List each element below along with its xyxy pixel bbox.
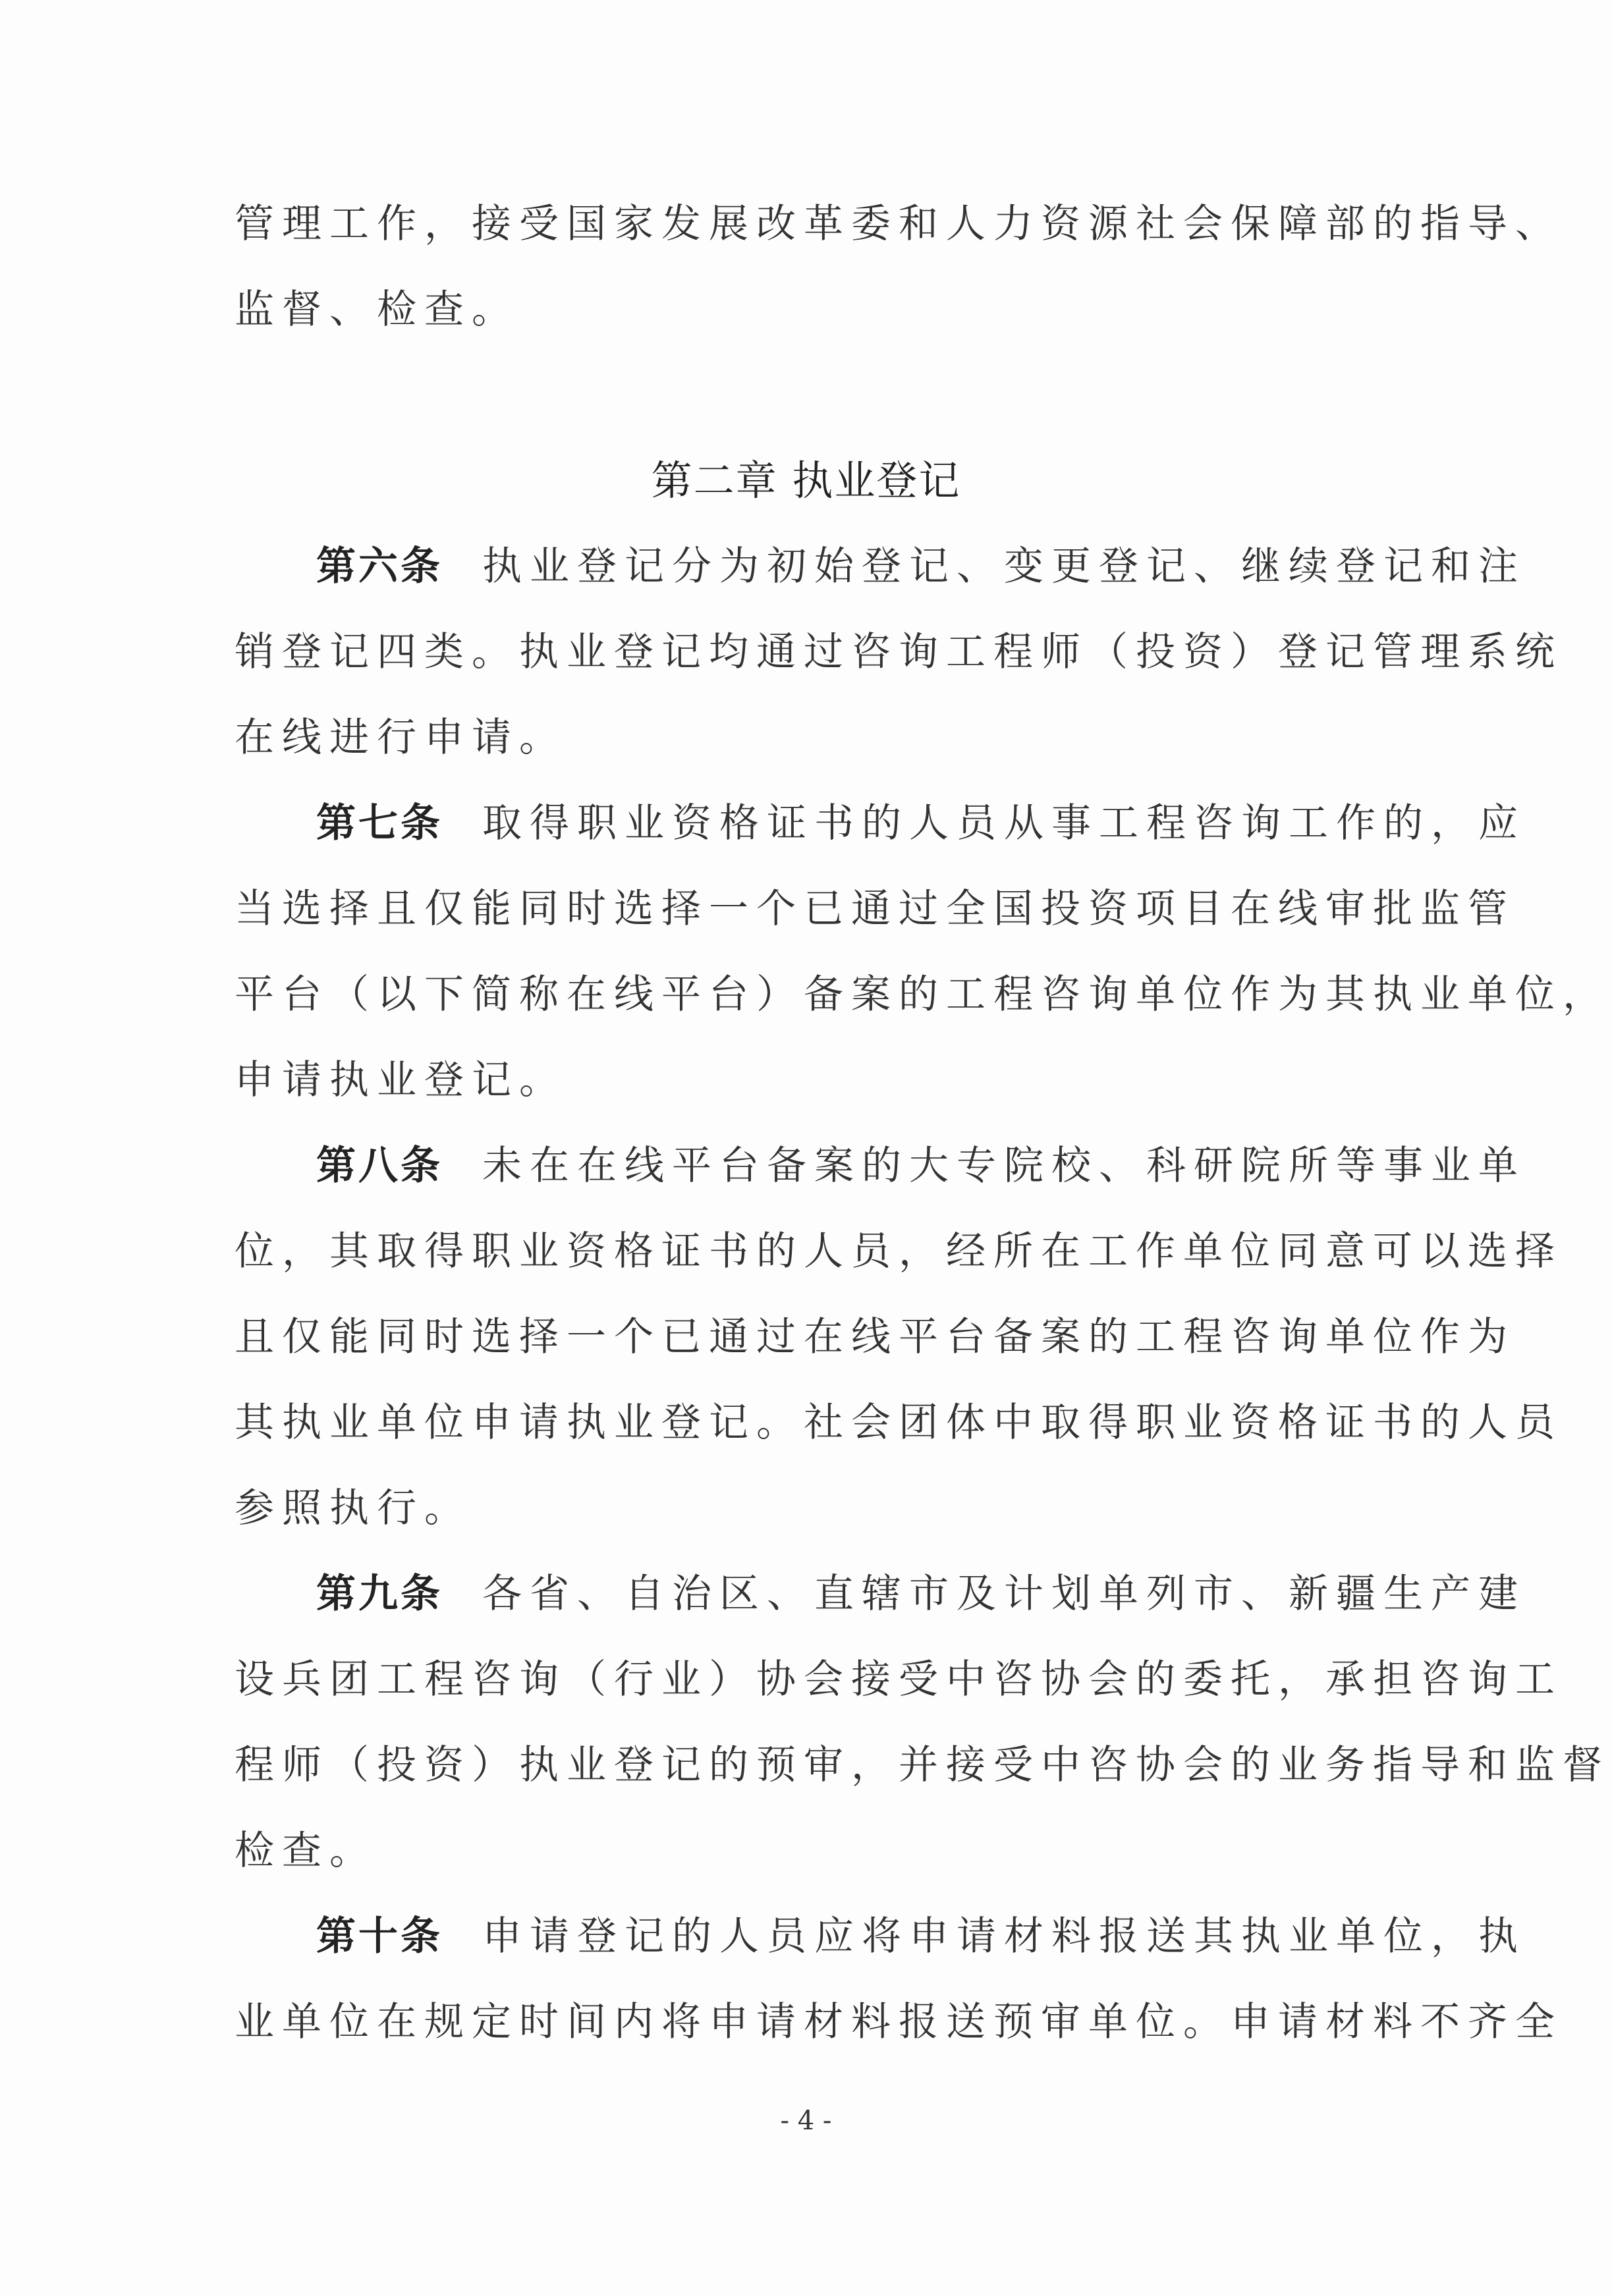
article-7-line-2: 当选择且仅能同时选择一个已通过全国投资项目在线审批监管 bbox=[235, 886, 1515, 932]
article-8-line-4: 其执业单位申请执业登记。社会团体中取得职业资格证书的人员 bbox=[235, 1400, 1563, 1446]
intro-line-1: 管理工作，接受国家发展改革委和人力资源社会保障部的指导、 bbox=[235, 201, 1563, 247]
article-8-line-5: 参照执行。 bbox=[235, 1485, 472, 1531]
article-9-line-3: 程师（投资）执业登记的预审，并接受中咨协会的业务指导和监督 bbox=[235, 1742, 1610, 1788]
article-6-label: 第六条 bbox=[316, 543, 443, 589]
chapter-title: 第二章 执业登记 bbox=[651, 456, 961, 505]
article-10-label: 第十条 bbox=[316, 1913, 443, 1959]
article-9-line-2: 设兵团工程咨询（行业）协会接受中咨协会的委托，承担咨询工 bbox=[235, 1656, 1563, 1703]
article-8-label: 第八条 bbox=[316, 1143, 443, 1189]
article-9-label: 第九条 bbox=[316, 1571, 443, 1617]
intro-line-2: 监督、检查。 bbox=[235, 287, 519, 333]
article-8-line-1: 第八条 未在在线平台备案的大专院校、科研院所等事业单 bbox=[316, 1143, 1526, 1189]
article-7-line-3: 平台（以下简称在线平台）备案的工程咨询单位作为其执业单位， bbox=[235, 971, 1610, 1018]
article-7-label: 第七条 bbox=[316, 800, 443, 846]
page-number: - 4 - bbox=[780, 2106, 832, 2136]
article-7-line-1: 第七条 取得职业资格证书的人员从事工程咨询工作的，应 bbox=[316, 800, 1526, 846]
article-8-line-3: 且仅能同时选择一个已通过在线平台备案的工程咨询单位作为 bbox=[235, 1314, 1515, 1360]
article-6-line-1: 第六条 执业登记分为初始登记、变更登记、继续登记和注 bbox=[316, 543, 1526, 589]
article-6-line-2: 销登记四类。执业登记均通过咨询工程师（投资）登记管理系统 bbox=[235, 629, 1563, 675]
article-10-line-2: 业单位在规定时间内将申请材料报送预审单位。申请材料不齐全 bbox=[235, 1999, 1563, 2045]
article-9-line-4: 检查。 bbox=[235, 1828, 377, 1874]
article-9-line-1: 第九条 各省、自治区、直辖市及计划单列市、新疆生产建 bbox=[316, 1571, 1526, 1617]
article-7-line-4: 申请执业登记。 bbox=[235, 1057, 567, 1103]
article-10-line-1: 第十条 申请登记的人员应将申请材料报送其执业单位，执 bbox=[316, 1913, 1526, 1959]
article-8-line-2: 位，其取得职业资格证书的人员，经所在工作单位同意可以选择 bbox=[235, 1228, 1563, 1274]
article-6-line-3: 在线进行申请。 bbox=[235, 715, 567, 761]
